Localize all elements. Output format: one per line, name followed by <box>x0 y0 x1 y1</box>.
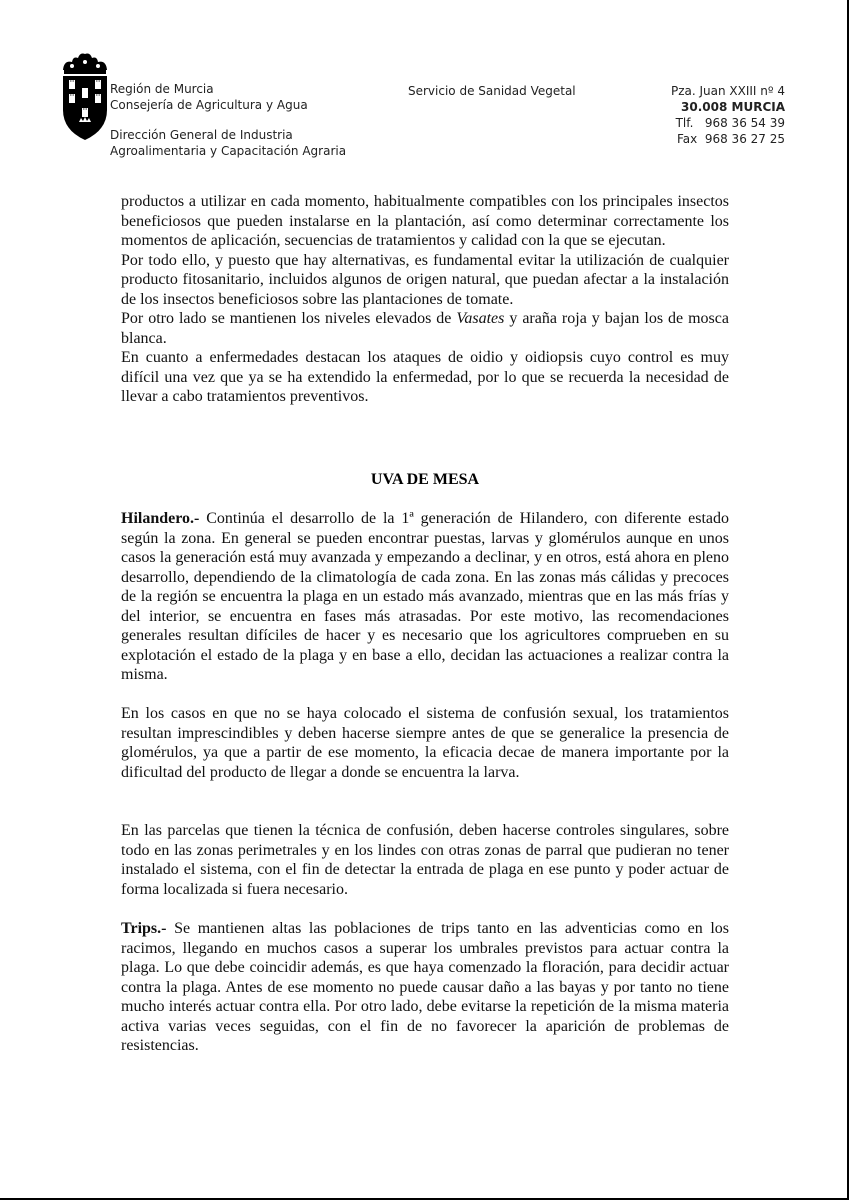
paragraph-por-otro-lado <box>121 309 729 348</box>
paragraph-productos: productos a utilizar en cada momento, habitualmente compatibles con los principales insectos beneficiosos que pueden instalarse en la plantación, así como determinar correctamente los momentos de aplicación, secuencias de tratamientos y calidad con la que se ejecutan. <box>121 193 729 249</box>
trips-lead: Trips.- <box>121 920 167 937</box>
header-direccion-line-2: Agroalimentaria y Capacitación Agraria <box>110 144 347 158</box>
header-phone: Tlf. 968 36 54 39 <box>675 116 785 130</box>
region-de-murcia-crest-icon <box>60 52 110 142</box>
paragraph-confusion: En los casos en que no se haya colocado el sistema de confusión sexual, los tratamientos resultan imprescindibles y deben hacerse siempre antes de que se generalice la presencia de glomérulos, ya que a partir de ese momento, la eficacia decae de manera importante por la dificultad del producto de llegar a donde se encuentra la larva. <box>121 705 729 781</box>
paragraph-enfermedades: En cuanto a enfermedades destacan los ataques de oidio y oidiopsis cuyo control es muy difícil una vez que ya se ha extendido la enfermedad, por lo que se recuerda la necesidad de llevar a cabo tratamientos preventivos. <box>121 349 729 405</box>
header-direccion-block <box>110 127 346 159</box>
header-service: Servicio de Sanidad Vegetal <box>408 84 576 98</box>
paragraph-trips <box>121 919 729 1056</box>
vasates-term: Vasates <box>456 310 505 327</box>
hilandero-text: Continúa el desarrollo de la 1ª generación de Hilandero, con diferente estado según la zona. En general se pueden encontrar puestas, larvas y glomérulos aunque en unos casos la generación está muy avanzada y empezando a declinar, y en otros, está ahora en pleno desarrollo, dependiendo de la climatología de cada zona. En las zonas más cálidas y precoces de la región se encuentra la plaga en un estado más avanzado, mientras que en las más frías y del interior, se encuentra en fases más atrasadas. Por este motivo, las recomendaciones generales resultan difíciles de hacer y es necesario que los agricultores comprueben en su explotación el estado de la plaga y en base a ello, decidan las actuaciones a realizar contra la misma. <box>121 510 729 683</box>
trips-text: Se mantienen altas las poblaciones de trips tanto en las adventicias como en los racimos, llegando en muchos casos a superar los umbrales previstos para actuar contra la plaga. Lo que debe coincidir además, es que haya comenzado la floración, para decidir actuar contra la plaga. Antes de ese momento no puede causar daño a las bayas y por tanto no tiene mucho interés actuar contra ella. Por otro lado, debe evitarse la repetición de la misma materia activa varias veces seguidas, con el fin de no favorecer la aparición de problemas de resistencias. <box>121 920 729 1054</box>
paragraph-por-otro-lado-before: Por otro lado se mantienen los niveles elevados de <box>121 310 457 327</box>
paragraph-hilandero <box>121 509 729 685</box>
hilandero-lead: Hilandero.- <box>121 510 200 527</box>
header-city: 30.008 MURCIA <box>681 100 785 114</box>
header-address: Pza. Juan XXIII nº 4 <box>670 84 785 98</box>
header-fax: Fax 968 36 27 25 <box>676 132 785 146</box>
header-contact-block <box>671 83 785 147</box>
paragraph-por-otro-lado-after: y araña roja y bajan los de mosca blanca. <box>121 310 729 347</box>
paragraph-por-todo-ello: Por todo ello, y puesto que hay alternativas, es fundamental evitar la utilización de cualquier producto fitosanitario, incluidos algunos de origen natural, que puedan afectar a la instalación de los insectos beneficiosos sobre las plantaciones de tomate. <box>121 251 729 308</box>
header-direccion-line-1: Dirección General de Industria <box>110 128 293 142</box>
top-paragraphs <box>121 192 729 407</box>
paragraph-parcelas: En las parcelas que tienen la técnica de confusión, deben hacerse controles singulares, sobre todo en las zonas perimetrales y en los lindes con otras zonas de parral que pudieran no tener instalado el sistema, con el fin de detectar la entrada de plaga en ese punto y poder actuar de forma localizada si fuera necesario. <box>121 822 729 898</box>
header-region-name: Región de Murcia <box>110 82 214 96</box>
section-title: UVA DE MESA <box>370 471 480 488</box>
header-consejeria: Consejería de Agricultura y Agua <box>110 98 308 112</box>
header-region-block <box>110 81 308 113</box>
